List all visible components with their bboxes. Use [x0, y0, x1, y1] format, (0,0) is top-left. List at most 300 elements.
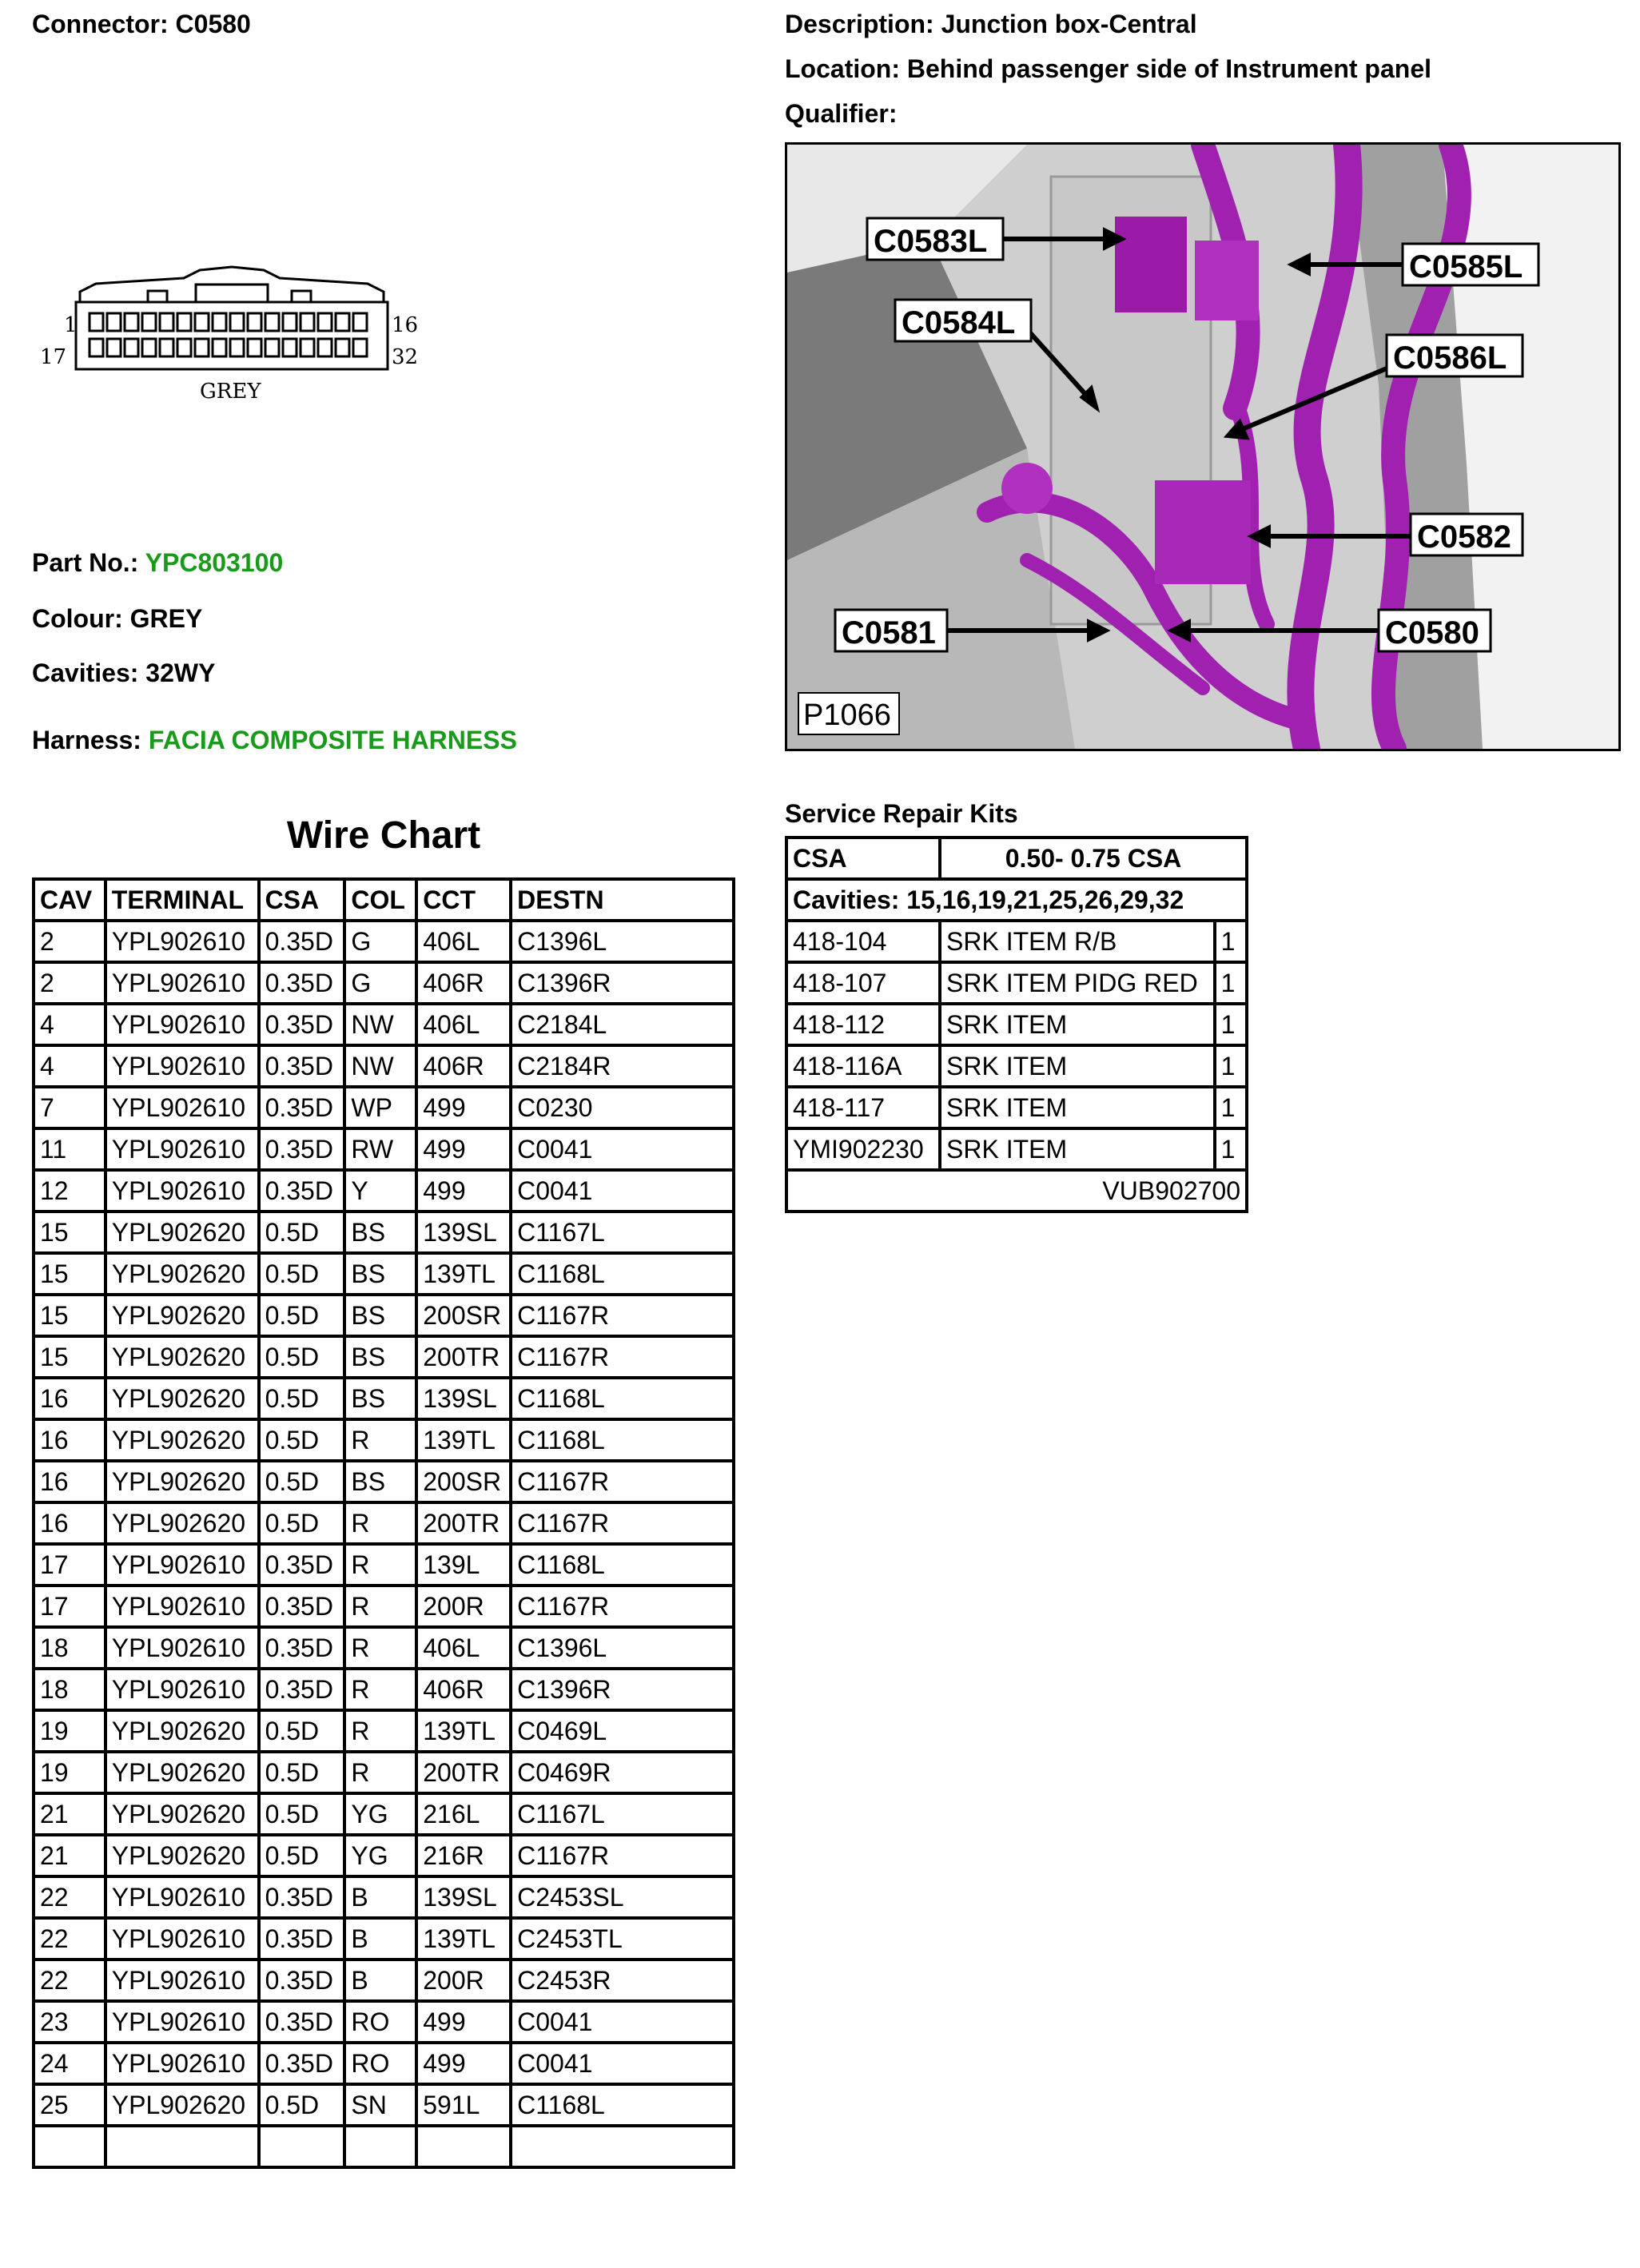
pin-cavity — [142, 313, 156, 331]
wire-chart-cell: YPL902620 — [105, 1835, 259, 1876]
wire-chart-row — [34, 1586, 734, 1627]
wire-chart-cell: C1168L — [511, 1378, 734, 1419]
wire-chart-cell: YPL902610 — [105, 1544, 259, 1586]
wire-chart-cell: 22 — [34, 1960, 105, 2001]
wire-chart-cell: G — [344, 962, 416, 1004]
wire-chart-row — [34, 1419, 734, 1461]
pin-cavity — [336, 339, 349, 356]
wire-chart-row — [34, 1336, 734, 1378]
cavities-line — [32, 659, 215, 688]
wire-chart-cell: 25 — [34, 2084, 105, 2126]
wire-chart-cell: 11 — [34, 1128, 105, 1170]
wire-chart-row — [34, 2043, 734, 2084]
location-line — [785, 54, 1431, 84]
description-value: Junction box-Central — [941, 10, 1197, 38]
pin-cavity — [213, 339, 226, 356]
srk-table — [785, 836, 1248, 1213]
wire-chart-cell: 406R — [416, 1669, 511, 1710]
location-photo — [785, 142, 1621, 751]
srk-item-cell: 1 — [1215, 962, 1247, 1004]
wire-chart-cell: C1167R — [511, 1336, 734, 1378]
pin-cavity — [90, 339, 103, 356]
wire-chart-cell: RW — [344, 1128, 416, 1170]
image-ref: P1066 — [803, 698, 891, 732]
wire-chart-cell: C2184R — [511, 1045, 734, 1087]
wire-chart-cell: NW — [344, 1004, 416, 1045]
wire-chart-cell: 15 — [34, 1253, 105, 1295]
cavities-value: 32WY — [145, 659, 216, 687]
harness-value: FACIA COMPOSITE HARNESS — [148, 726, 517, 754]
wire-chart-cell: 0.5D — [259, 1461, 345, 1502]
wire-chart-cell: 21 — [34, 1835, 105, 1876]
wire-chart-row — [34, 1627, 734, 1669]
wire-chart-cell: C1167R — [511, 1295, 734, 1336]
wire-chart-cell: YPL902620 — [105, 1295, 259, 1336]
wire-chart-cell: R — [344, 1627, 416, 1669]
pin-cavity — [318, 339, 332, 356]
wire-chart-cell: 499 — [416, 1170, 511, 1212]
wire-chart-cell: 0.35D — [259, 1669, 345, 1710]
wire-chart-cell: 139TL — [416, 1918, 511, 1960]
wire-chart-cell: 0.5D — [259, 1336, 345, 1378]
wire-chart-row — [34, 1128, 734, 1170]
srk-item-cell: YMI902230 — [786, 1128, 940, 1170]
wire-chart-cell: R — [344, 1502, 416, 1544]
srk-item-row — [786, 1087, 1247, 1128]
wire-chart-row — [34, 1876, 734, 1918]
srk-item-cell: 1 — [1215, 921, 1247, 962]
wire-chart-cell: C1167R — [511, 1586, 734, 1627]
pin-cavity — [265, 313, 279, 331]
wire-chart-cell: 406L — [416, 921, 511, 962]
wire-chart-cell: 15 — [34, 1295, 105, 1336]
pin-cavity — [90, 313, 103, 331]
wire-chart-cell: R — [344, 1752, 416, 1793]
wire-chart-cell: C0041 — [511, 1170, 734, 1212]
pin-cavity — [195, 313, 209, 331]
wire-chart-cell: 0.5D — [259, 1835, 345, 1876]
wire-chart-cell: YPL902610 — [105, 1004, 259, 1045]
wire-chart-cell: YPL902610 — [105, 2001, 259, 2043]
wire-chart-cell: B — [344, 1960, 416, 2001]
wire-chart-cell: C1168L — [511, 2084, 734, 2126]
wire-chart-row — [34, 1004, 734, 1045]
pin-cavity — [125, 339, 138, 356]
wire-chart-cell: C1167R — [511, 1835, 734, 1876]
wire-chart-row — [34, 1170, 734, 1212]
wire-chart-cell: BS — [344, 1336, 416, 1378]
wire-chart-row — [34, 1669, 734, 1710]
wire-chart-cell: C1167R — [511, 1461, 734, 1502]
wire-chart-cell: C1168L — [511, 1544, 734, 1586]
pin-cavity — [107, 339, 121, 356]
wire-chart-cell: BS — [344, 1461, 416, 1502]
wire-chart-cell: 16 — [34, 1502, 105, 1544]
wire-chart-cell: 406R — [416, 1045, 511, 1087]
wire-chart-cell: 18 — [34, 1627, 105, 1669]
wire-chart-cell: 0.5D — [259, 1793, 345, 1835]
wire-chart-cell: 139L — [416, 1544, 511, 1586]
wire-chart-cell: YPL902610 — [105, 1627, 259, 1669]
wire-chart-row — [34, 1752, 734, 1793]
wire-chart-cell: 0.35D — [259, 1918, 345, 1960]
wire-chart-cell: 16 — [34, 1378, 105, 1419]
wire-chart-cell — [34, 2126, 105, 2167]
wire-chart-cell: YPL902610 — [105, 1669, 259, 1710]
wire-chart-row — [34, 1502, 734, 1544]
pin-cavity — [230, 339, 244, 356]
wire-chart-cell: B — [344, 1876, 416, 1918]
connector-line — [32, 10, 251, 39]
srk-item-cell: 1 — [1215, 1004, 1247, 1045]
cavities-label: Cavities: — [32, 659, 139, 687]
wire-chart-cell: 0.35D — [259, 1087, 345, 1128]
wire-chart-row — [34, 2084, 734, 2126]
pin-cavity — [125, 313, 138, 331]
wire-chart-cell: 139TL — [416, 1419, 511, 1461]
wire-chart-cell: C1168L — [511, 1253, 734, 1295]
wire-chart-cell: YPL902610 — [105, 921, 259, 962]
pin-cavity — [195, 339, 209, 356]
srk-item-row — [786, 1045, 1247, 1087]
wire-chart-cell: 22 — [34, 1918, 105, 1960]
wire-chart-cell: 0.35D — [259, 1876, 345, 1918]
wire-chart-cell: G — [344, 921, 416, 962]
srk-item-cell: 1 — [1215, 1087, 1247, 1128]
pin-cavity — [107, 313, 121, 331]
wire-chart-cell: 19 — [34, 1710, 105, 1752]
wire-chart-table — [32, 877, 735, 2169]
qualifier-label: Qualifier: — [785, 99, 898, 128]
wire-chart-cell: 0.35D — [259, 2001, 345, 2043]
wire-chart-cell: 0.5D — [259, 1378, 345, 1419]
wire-chart-cell: YPL902620 — [105, 1461, 259, 1502]
wire-chart-cell: 15 — [34, 1336, 105, 1378]
wire-chart-cell: 0.5D — [259, 2084, 345, 2126]
wire-chart-row — [34, 962, 734, 1004]
wire-chart-cell: 2 — [34, 921, 105, 962]
wire-chart-cell: 0.5D — [259, 1295, 345, 1336]
wire-chart-cell: C1168L — [511, 1419, 734, 1461]
wire-chart-cell: YPL902610 — [105, 1170, 259, 1212]
srk-item-cell: SRK ITEM — [940, 1128, 1215, 1170]
pin-cavity — [265, 339, 279, 356]
wire-chart-cell: 17 — [34, 1544, 105, 1586]
wire-chart-cell: C1167R — [511, 1502, 734, 1544]
wire-chart-cell: YG — [344, 1835, 416, 1876]
srk-item-row — [786, 1004, 1247, 1045]
pin-cavity — [177, 339, 191, 356]
colour-line — [32, 604, 202, 634]
wire-chart-cell: 0.35D — [259, 2043, 345, 2084]
srk-csa-label: CSA — [786, 838, 940, 879]
wire-chart-row — [34, 1710, 734, 1752]
wire-chart-cell: 15 — [34, 1212, 105, 1253]
wire-chart-row — [34, 1461, 734, 1502]
wire-chart-cell: YPL902620 — [105, 2084, 259, 2126]
wire-chart-cell: 200TR — [416, 1502, 511, 1544]
pin-label-32: 32 — [392, 345, 419, 369]
wire-chart-cell — [259, 2126, 345, 2167]
wire-chart-cell: WP — [344, 1087, 416, 1128]
wire-chart-cell: 0.35D — [259, 1045, 345, 1087]
wire-chart-cell: YPL902610 — [105, 1918, 259, 1960]
callout-c0585l: C0585L — [1409, 249, 1523, 284]
wire-chart-header-cell: CSA — [259, 879, 345, 921]
callout-c0586l: C0586L — [1393, 340, 1507, 376]
wire-chart-cell: 499 — [416, 1128, 511, 1170]
wire-chart-cell: 0.35D — [259, 1586, 345, 1627]
wire-chart-cell: 0.5D — [259, 1752, 345, 1793]
srk-cavities: Cavities: 15,16,19,21,25,26,29,32 — [786, 879, 1247, 921]
wire-chart-cell: C0041 — [511, 2001, 734, 2043]
wire-chart-cell: NW — [344, 1045, 416, 1087]
wire-chart-cell: YPL902620 — [105, 1212, 259, 1253]
wire-chart-cell: C1396L — [511, 921, 734, 962]
wire-chart-cell: 0.5D — [259, 1212, 345, 1253]
wire-chart-cell: 18 — [34, 1669, 105, 1710]
wire-chart-cell: C0230 — [511, 1087, 734, 1128]
srk-csa-row — [786, 838, 1247, 879]
wire-chart-cell: YPL902620 — [105, 1502, 259, 1544]
wire-chart-cell: 24 — [34, 2043, 105, 2084]
callout-c0583l: C0583L — [874, 224, 988, 259]
pin-cavity — [248, 339, 261, 356]
wire-chart-cell: C1396R — [511, 1669, 734, 1710]
pin-cavity — [336, 313, 349, 331]
wire-chart-row — [34, 1544, 734, 1586]
wire-chart-row — [34, 2126, 734, 2167]
srk-item-row — [786, 1128, 1247, 1170]
wire-chart-cell: 139SL — [416, 1876, 511, 1918]
wire-chart-cell — [344, 2126, 416, 2167]
srk-item-cell: SRK ITEM PIDG RED — [940, 962, 1215, 1004]
wire-chart-cell: 0.5D — [259, 1419, 345, 1461]
pin-cavity — [301, 339, 314, 356]
wire-chart-cell: 139SL — [416, 1378, 511, 1419]
wire-chart-cell: B — [344, 1918, 416, 1960]
wire-chart-row — [34, 1295, 734, 1336]
wire-chart-cell: 0.5D — [259, 1502, 345, 1544]
wire-chart-cell: 0.35D — [259, 921, 345, 962]
wire-chart-cell: 406L — [416, 1627, 511, 1669]
wire-chart-cell: 499 — [416, 1087, 511, 1128]
wire-chart-cell: YPL902610 — [105, 1586, 259, 1627]
wire-chart-cell: YPL902610 — [105, 1876, 259, 1918]
wire-chart-row — [34, 1918, 734, 1960]
wire-chart-cell: R — [344, 1544, 416, 1586]
callout-c0582: C0582 — [1417, 519, 1511, 555]
wire-chart-cell: 200TR — [416, 1752, 511, 1793]
srk-footer: VUB902700 — [786, 1170, 1247, 1212]
wire-chart-cell: 0.5D — [259, 1710, 345, 1752]
wire-chart-cell: 17 — [34, 1586, 105, 1627]
wire-chart-row — [34, 1212, 734, 1253]
wire-chart-cell: 16 — [34, 1461, 105, 1502]
wire-chart-cell: C0469R — [511, 1752, 734, 1793]
wire-chart-cell: YPL902610 — [105, 1087, 259, 1128]
srk-item-cell: 418-112 — [786, 1004, 940, 1045]
wire-chart-cell: YPL902610 — [105, 962, 259, 1004]
wire-chart-cell: 216L — [416, 1793, 511, 1835]
location-label: Location: — [785, 54, 900, 83]
pin-cavity — [142, 339, 156, 356]
wire-chart-header-row — [34, 879, 734, 921]
pin-cavity — [213, 313, 226, 331]
wire-chart-cell: 0.35D — [259, 962, 345, 1004]
pin-label-16: 16 — [392, 313, 419, 337]
srk-item-cell: 1 — [1215, 1045, 1247, 1087]
wire-chart-cell: YG — [344, 1793, 416, 1835]
wire-chart-cell: 499 — [416, 2001, 511, 2043]
callout-c0581: C0581 — [842, 615, 936, 651]
connector-value: C0580 — [175, 10, 251, 38]
wire-chart-cell: BS — [344, 1212, 416, 1253]
pin-cavity — [177, 313, 191, 331]
srk-item-row — [786, 962, 1247, 1004]
wire-chart-cell: 200TR — [416, 1336, 511, 1378]
wire-chart-title: Wire Chart — [286, 814, 481, 857]
pin-cavity — [160, 339, 173, 356]
colour-value: GREY — [129, 604, 203, 633]
pin-cavity — [248, 313, 261, 331]
wire-chart-cell: C1167L — [511, 1212, 734, 1253]
srk-item-cell: 418-116A — [786, 1045, 940, 1087]
wire-chart-cell: 591L — [416, 2084, 511, 2126]
wire-chart-cell: C0041 — [511, 2043, 734, 2084]
wire-chart-cell: BS — [344, 1295, 416, 1336]
wire-chart-row — [34, 921, 734, 962]
srk-item-cell: SRK ITEM — [940, 1045, 1215, 1087]
wire-chart-cell: YPL902620 — [105, 1793, 259, 1835]
srk-item-cell: SRK ITEM R/B — [940, 921, 1215, 962]
wire-chart-cell: RO — [344, 2001, 416, 2043]
pin-cavity — [301, 313, 314, 331]
srk-item-cell: SRK ITEM — [940, 1087, 1215, 1128]
harness-line — [32, 726, 517, 755]
wire-chart-row — [34, 1835, 734, 1876]
srk-cavities-row — [786, 879, 1247, 921]
wire-chart-cell: R — [344, 1669, 416, 1710]
connector-colour-label: GREY — [200, 380, 261, 404]
wire-chart-cell: 22 — [34, 1876, 105, 1918]
colour-label: Colour: — [32, 604, 123, 633]
wire-chart-cell: 499 — [416, 2043, 511, 2084]
wire-chart-row — [34, 1793, 734, 1835]
wire-chart-cell: YPL902620 — [105, 1378, 259, 1419]
wire-chart-cell: BS — [344, 1378, 416, 1419]
wire-chart-cell: BS — [344, 1253, 416, 1295]
wire-chart-cell: YPL902610 — [105, 1128, 259, 1170]
srk-item-cell: 418-104 — [786, 921, 940, 962]
wire-chart-cell: 0.35D — [259, 1170, 345, 1212]
description-line — [785, 10, 1197, 39]
wire-chart-cell: C0469L — [511, 1710, 734, 1752]
wire-chart-cell: YPL902610 — [105, 2043, 259, 2084]
pin-cavity — [283, 339, 297, 356]
wire-chart-cell: YPL902610 — [105, 1045, 259, 1087]
wire-chart-cell: 406R — [416, 962, 511, 1004]
wire-chart-cell: 406L — [416, 1004, 511, 1045]
wire-chart-row — [34, 1045, 734, 1087]
wire-chart-cell: RO — [344, 2043, 416, 2084]
wire-chart-cell: C2453R — [511, 1960, 734, 2001]
wire-chart-cell: YPL902620 — [105, 1752, 259, 1793]
pin-cavity — [283, 313, 297, 331]
part-no-line — [32, 548, 283, 578]
wire-chart-cell: 16 — [34, 1419, 105, 1461]
wire-chart-cell: 216R — [416, 1835, 511, 1876]
wire-chart-cell: 139TL — [416, 1253, 511, 1295]
wire-chart-cell: 0.35D — [259, 1128, 345, 1170]
wire-chart-cell — [416, 2126, 511, 2167]
wire-chart-cell: 0.35D — [259, 1004, 345, 1045]
wire-chart-cell: R — [344, 1586, 416, 1627]
part-no-value: YPC803100 — [145, 548, 284, 577]
srk-item-cell: 418-117 — [786, 1087, 940, 1128]
wire-chart-cell: YPL902620 — [105, 1336, 259, 1378]
wire-chart-cell: 21 — [34, 1793, 105, 1835]
pin-label-1: 1 — [64, 313, 78, 337]
wire-chart-cell: C1396L — [511, 1627, 734, 1669]
description-label: Description: — [785, 10, 934, 38]
wire-chart-row — [34, 1253, 734, 1295]
wire-chart-row — [34, 1378, 734, 1419]
wire-chart-row — [34, 1960, 734, 2001]
pin-label-17: 17 — [40, 345, 67, 369]
wire-chart-cell: C1167L — [511, 1793, 734, 1835]
wire-chart-cell: C1396R — [511, 962, 734, 1004]
pin-cavity — [318, 313, 332, 331]
wire-chart-cell: 4 — [34, 1004, 105, 1045]
srk-item-cell: 1 — [1215, 1128, 1247, 1170]
wire-chart-header-cell: COL — [344, 879, 416, 921]
wire-chart-cell: 200R — [416, 1586, 511, 1627]
wire-chart-cell: 2 — [34, 962, 105, 1004]
part-no-label: Part No.: — [32, 548, 139, 577]
location-value: Behind passenger side of Instrument panel — [906, 54, 1431, 83]
srk-footer-row — [786, 1170, 1247, 1212]
wire-chart-cell: SN — [344, 2084, 416, 2126]
harness-label: Harness: — [32, 726, 141, 754]
wire-chart-cell: 0.35D — [259, 1544, 345, 1586]
wire-chart-cell: R — [344, 1710, 416, 1752]
connector-face-diagram — [32, 256, 432, 416]
pin-cavity — [353, 339, 367, 356]
wire-chart-cell: 0.35D — [259, 1627, 345, 1669]
srk-csa-value: 0.50- 0.75 CSA — [940, 838, 1247, 879]
wire-chart-cell — [511, 2126, 734, 2167]
wire-chart-cell: C2453TL — [511, 1918, 734, 1960]
wire-chart-cell: YPL902620 — [105, 1419, 259, 1461]
srk-item-cell: SRK ITEM — [940, 1004, 1215, 1045]
wire-chart-cell: YPL902620 — [105, 1710, 259, 1752]
wire-chart-cell: 7 — [34, 1087, 105, 1128]
pin-cavity — [353, 313, 367, 331]
pin-cavity — [230, 313, 244, 331]
srk-item-cell: 418-107 — [786, 962, 940, 1004]
wire-chart-cell: 12 — [34, 1170, 105, 1212]
pin-cavity — [160, 313, 173, 331]
wire-chart-cell: 200SR — [416, 1295, 511, 1336]
wire-chart-header-cell: CCT — [416, 879, 511, 921]
wire-chart-cell: R — [344, 1419, 416, 1461]
wire-chart-cell: C0041 — [511, 1128, 734, 1170]
callout-c0580: C0580 — [1385, 615, 1479, 651]
wire-chart-cell: 0.35D — [259, 1960, 345, 2001]
wire-chart-header-cell: DESTN — [511, 879, 734, 921]
callout-c0584l: C0584L — [902, 305, 1016, 340]
